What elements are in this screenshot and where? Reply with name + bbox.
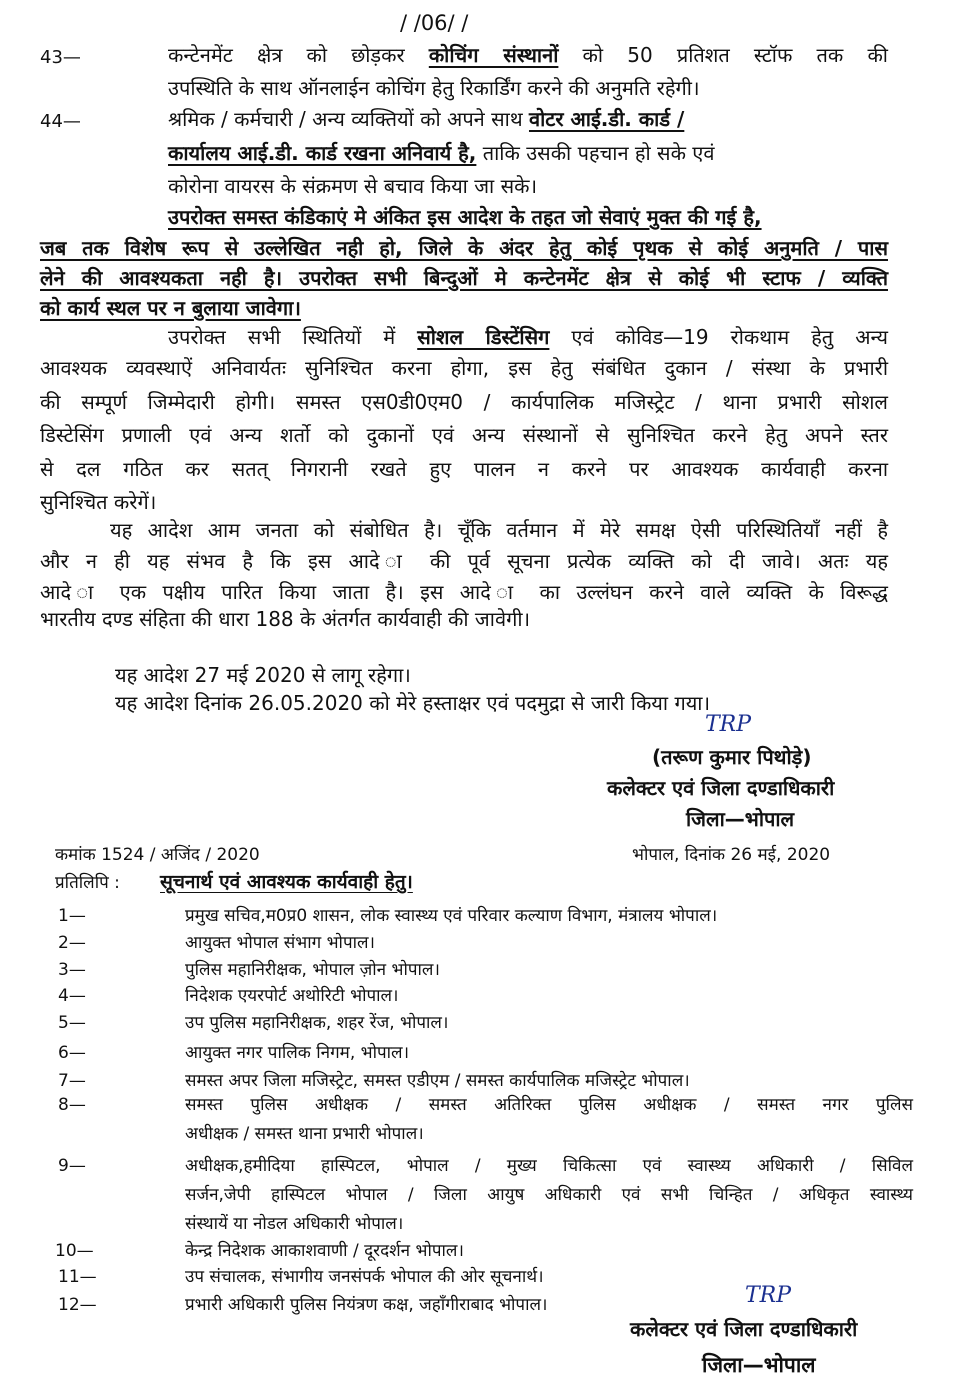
- order-reference-number: कमांक 1524 / अजिंद / 2020: [55, 845, 260, 865]
- exempt-line-2: जब तक विशेष रूप से उल्लेखित नही हो, जिले के अंदर हेतु कोई पृथक से कोई अनुमति / पास: [40, 236, 888, 260]
- copy-to-item-text: अधीक्षक / समस्त थाना प्रभारी भोपाल।: [185, 1124, 424, 1144]
- copy-to-item-text: सर्जन,जेपी हास्पिटल भोपाल / जिला आयुष अधिकारी एवं सभी चिन्हित / अधिकृत स्वास्थ्य: [185, 1185, 913, 1205]
- copy-to-item-text: केन्द्र निदेशक आकाशवाणी / दूरदर्शन भोपाल।: [185, 1241, 464, 1261]
- item-44-line-2: [168, 138, 714, 168]
- signatory-name: (तरूण कुमार पिथोड़े): [652, 745, 812, 769]
- public-line-3: आदे ा एक पक्षीय पारित किया जाता है। इस आदे ा का उल्लंघन करने वाले व्यक्ति के विरूद्ध: [40, 580, 888, 604]
- item-43-line-1: [168, 40, 888, 70]
- effective-line-2: यह आदेश दिनांक 26.05.2020 को मेरे हस्ताक्षर एवं पदमुद्रा से जारी किया गया।: [115, 691, 711, 715]
- signature-initials-2: TRP: [745, 1283, 792, 1308]
- copy-to-item-text: उप संचालक, संभागीय जनसंपर्क भोपाल की ओर सूचनार्थ।: [185, 1267, 544, 1287]
- item-43-text-c: को 50 प्रतिशत स्टॉफ तक की: [558, 43, 888, 67]
- item-43-text-bold: कोचिंग संस्थानों: [428, 43, 559, 67]
- copy-to-label: प्रतिलिपि :: [55, 873, 120, 893]
- social-line-1: [168, 322, 888, 352]
- signatory-designation-1: कलेक्टर एवं जिला दण्डाधिकारी: [607, 776, 835, 800]
- item-44-text-bold: वोटर आई.डी. कार्ड /: [528, 107, 685, 131]
- copy-to-item-number: 12—: [58, 1295, 97, 1315]
- exempt-line-1: उपरोक्त समस्त कंडिकाएं मे अंकित इस आदेश के तहत जो सेवाएं मुक्त की गई है,: [168, 205, 762, 229]
- copy-to-item-text: समस्त पुलिस अधीक्षक / समस्त अतिरिक्त पुलिस अधीक्षक / समस्त नगर पुलिस: [185, 1095, 913, 1115]
- item-44-number: 44—: [40, 111, 81, 132]
- copy-to-item-number: 11—: [58, 1267, 97, 1287]
- social-line-2: आवश्यक व्यवस्थाऐं अनिवार्यतः सुनिश्चित करना होगा, इस हेतु संबंधित दुकान / संस्था के प्रभारी: [40, 356, 888, 380]
- copy-to-purpose: सूचनार्थ एवं आवश्यक कार्यवाही हेतु।: [160, 871, 413, 893]
- copy-to-item-number: 2—: [58, 933, 86, 953]
- copy-to-item-number: 7—: [58, 1071, 86, 1091]
- order-reference-date: भोपाल, दिनांक 26 मई, 2020: [632, 845, 831, 865]
- social-line-3: की सम्पूर्ण जिम्मेदारी होगी। समस्त एस0डी0एम0 / कार्यपालिक मजिस्ट्रेट / थाना प्रभारी सोशल: [40, 390, 888, 414]
- exempt-line-4: को कार्य स्थल पर न बुलाया जावेगा।: [40, 296, 301, 320]
- copy-to-item-text: प्रमुख सचिव,म0प्र0 शासन, लोक स्वास्थ्य एवं परिवार कल्याण विभाग, मंत्रालय भोपाल।: [185, 906, 718, 926]
- item-43-number: 43—: [40, 47, 81, 68]
- item-44-text-bold-2: कार्यालय आई.डी. कार्ड रखना अनिवार्य है,: [168, 141, 477, 165]
- signature-initials-1: TRP: [705, 712, 752, 737]
- copy-to-item-text: अधीक्षक,हमीदिया हास्पिटल, भोपाल / मुख्य चिकित्सा एवं स्वास्थ्य अधिकारी / सिविल: [185, 1156, 913, 1176]
- item-44-text-a: श्रमिक / कर्मचारी / अन्य व्यक्तियों को अपने साथ: [168, 107, 529, 131]
- social-text-a: उपरोक्त सभी स्थितियों में: [168, 325, 418, 349]
- copy-to-item-number: 10—: [55, 1241, 94, 1261]
- social-text-bold: सोशल डिस्टेंसिग: [417, 325, 550, 349]
- social-line-5: से दल गठित कर सतत् निगरानी रखते हुए पालन न करने पर आवश्यक कार्यवाही करना: [40, 457, 888, 481]
- copy-to-item-number: 5—: [58, 1013, 86, 1033]
- signatory-district-2: जिला—भोपाल: [702, 1353, 816, 1377]
- copy-to-item-number: 4—: [58, 986, 86, 1006]
- copy-to-item-number: 1—: [58, 906, 86, 926]
- signatory-district-1: जिला—भोपाल: [686, 807, 795, 831]
- effective-line-1: यह आदेश 27 मई 2020 से लागू रहेगा।: [115, 663, 411, 687]
- social-text-c: एवं कोविड—19 रोकथाम हेतु अन्य: [549, 325, 888, 349]
- public-line-1: यह आदेश आम जनता को संबोधित है। चूँकि वर्तमान में मेरे समक्ष ऐसी परिस्थितियॉं नहीं है: [110, 518, 888, 542]
- copy-to-item-number: 3—: [58, 960, 86, 980]
- copy-to-item-text: पुलिस महानिरीक्षक, भोपाल ज़ोन भोपाल।: [185, 960, 440, 980]
- copy-to-item-text: समस्त अपर जिला मजिस्ट्रेट, समस्त एडीएम / समस्त कार्यपालिक मजिस्ट्रेट भोपाल।: [185, 1071, 690, 1091]
- item-43-text-a: कन्टेनमेंट क्षेत्र को छोड़कर: [168, 43, 429, 67]
- signatory-designation-2: कलेक्टर एवं जिला दण्डाधिकारी: [630, 1317, 858, 1341]
- copy-to-item-number: 8—: [58, 1095, 86, 1115]
- copy-to-item-text: प्रभारी अधिकारी पुलिस नियंत्रण कक्ष, जहॉंगीराबाद भोपाल।: [185, 1295, 548, 1315]
- copy-to-item-text: उप पुलिस महानिरीक्षक, शहर रेंज, भोपाल।: [185, 1013, 449, 1033]
- page-number: / /06/ /: [400, 11, 469, 35]
- copy-to-item-text: आयुक्त भोपाल संभाग भोपाल।: [185, 933, 375, 953]
- copy-to-item-text: संस्थायें या नोडल अधिकारी भोपाल।: [185, 1214, 404, 1234]
- item-44-line-1: [168, 104, 684, 134]
- copy-to-item-number: 6—: [58, 1043, 86, 1063]
- item-44-text-b: ताकि उसकी पहचान हो सके एवं: [476, 141, 715, 165]
- item-43-line-2: उपस्थिति के साथ ऑनलाईन कोचिंग हेतु रिकार्डिंग करने की अनुमति रहेगी।: [168, 76, 700, 100]
- social-line-6: सुनिश्चित करेगें।: [40, 490, 157, 514]
- copy-to-item-number: 9—: [58, 1156, 86, 1176]
- item-44-line-3: कोरोना वायरस के संक्रमण से बचाव किया जा सके।: [168, 174, 538, 198]
- public-line-2: और न ही यह संभव है कि इस आदे ा की पूर्व सूचना प्रत्येक व्यक्ति को दी जावे। अतः यह: [40, 549, 888, 573]
- public-line-4: भारतीय दण्ड संहिता की धारा 188 के अंतर्गत कार्यवाही की जावेगी।: [40, 607, 531, 631]
- copy-to-item-text: आयुक्त नगर पालिक निगम, भोपाल।: [185, 1043, 410, 1063]
- exempt-line-3: लेने की आवश्यकता नही है। उपरोक्त सभी बिन्दुओं मे कन्टेनमेंट क्षेत्र से कोई भी स्टाफ / व्यक्ति: [40, 266, 888, 290]
- social-line-4: डिस्टेसिंग प्रणाली एवं अन्य शर्तो को दुकानों एवं अन्य संस्थानों से सुनिश्चित करने हेतु अपने स्तर: [40, 423, 888, 447]
- copy-to-item-text: निदेशक एयरपोर्ट अथोरिटी भोपाल।: [185, 986, 399, 1006]
